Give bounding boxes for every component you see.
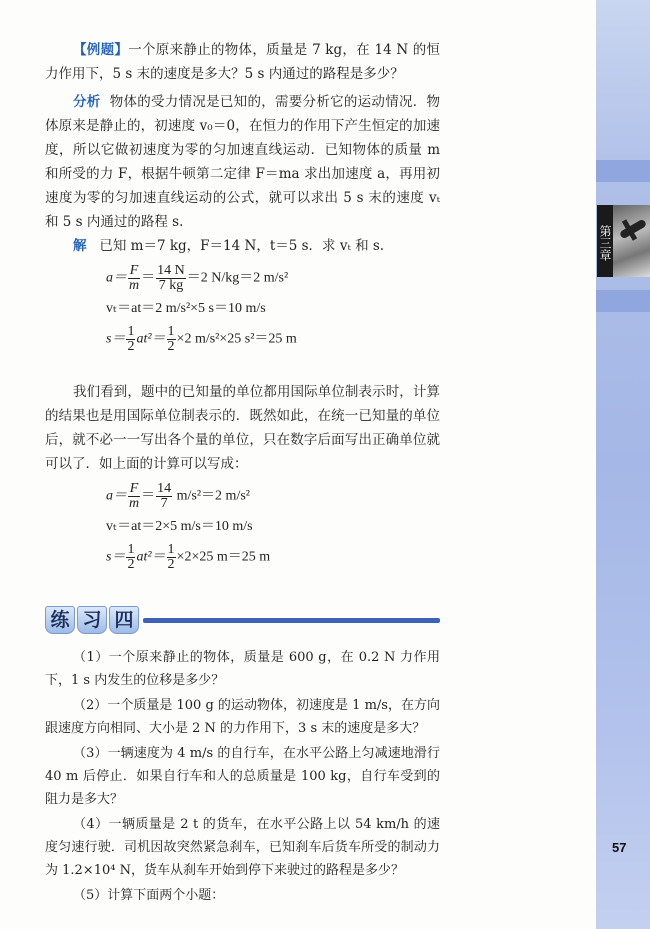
analysis-label: 分析 xyxy=(73,94,101,110)
exercise-title xyxy=(45,606,141,634)
page-number: 57 xyxy=(612,840,627,855)
exercise-item: （3）一辆速度为 4 m/s 的自行车，在水平公路上匀减速地滑行 40 m 后停止．如果自行车和人的总质量是 100 kg，自行车受到的阻力是多大？ xyxy=(45,746,440,807)
exercise-title-char: 练 xyxy=(45,606,75,634)
equation-velocity: vₜ＝at＝2 m/s²×5 s＝10 m/s xyxy=(106,301,266,316)
exercise-title-char: 四 xyxy=(109,606,139,634)
exercise-title-char: 习 xyxy=(77,606,107,634)
example-label: 【例题】 xyxy=(73,42,129,58)
page-edge-strip xyxy=(596,0,650,929)
exercise-title-rule xyxy=(143,618,440,623)
edge-band xyxy=(596,290,650,312)
solution-given: 已知 m＝7 kg，F＝14 N，t＝5 s．求 vₜ 和 s. xyxy=(99,238,385,254)
analysis xyxy=(45,90,440,234)
exercise-item: （4）一辆质量是 2 t 的货车，在水平公路上以 54 km/h 的速度匀速行驶．司机因故突然紧急刹车，已知刹车后货车所受的制动力为 1.2×10⁴ N，货车从刹车开始到停下来驶过的路程是多少？ xyxy=(45,817,440,878)
units-note: 我们看到，题中的已知量的单位都用国际单位制表示时，计算的结果也是用国际单位制表示的．既然如此，在统一已知量的单位后，就不必一一写出各个量的单位，只在数字后面写出正确单位就可以了．如上面的计算可以写成： xyxy=(45,384,440,472)
example-question xyxy=(45,38,440,86)
chapter-label: 第三章 xyxy=(597,205,613,277)
solution xyxy=(45,234,440,258)
note-equation-velocity: vₜ＝at＝2×5 m/s＝10 m/s xyxy=(106,519,253,534)
analysis-text: 物体的受力情况是已知的，需要分析它的运动情况．物体原来是静止的，初速度 v₀＝0，在恒力的作用下产生恒定的加速度，所以它做初速度为零的匀加速直线运动．已知物体的质量 m 和所受的力 F，根据牛顿第二定律 F＝ma 求出加速度 a，再用初速度为零的匀加速直线运动的公式，就可以求出 5 s 末的速度 vₜ 和 5 s 内通过的路程 s. xyxy=(45,94,441,230)
chapter-tab xyxy=(597,205,650,277)
exercise-item: （1）一个原来静止的物体，质量是 600 g，在 0.2 N 力作用下，1 s 内发生的位移是多少？ xyxy=(45,650,440,688)
edge-band xyxy=(596,160,650,182)
text-column xyxy=(45,0,440,929)
exercise-item: （2）一个质量是 100 g 的运动物体，初速度是 1 m/s，在方向跟速度方向相同、大小是 2 N 的力作用下，3 s 末的速度是多大？ xyxy=(45,698,440,736)
equation-distance: s＝ $\frac{1}{2}$ at²＝ $\frac{1}{2}$ ×2 m/s²×25 s²＝25 m xyxy=(106,324,297,354)
exercise-item: （5）计算下面两个小题： xyxy=(73,888,225,903)
equation-acceleration: a＝ $\frac{F}{m}$ ＝ $\frac{14 N}{7 kg}$ ＝2 N/kg＝2 m/s² xyxy=(106,263,289,293)
exercise-header xyxy=(45,606,440,634)
question-text: 一个原来静止的物体，质量是 7 kg，在 14 N 的恒力作用下，5 s 末的速度是多大？5 s 内通过的路程是多少？ xyxy=(45,42,441,82)
note-equation-distance: s＝ $\frac{1}{2}$ at²＝ $\frac{1}{2}$ ×2×25 m＝25 m xyxy=(106,542,271,572)
note-equation-acceleration: a＝ $\frac{F}{m}$ ＝ $\frac{14}{7}$ m/s²＝2 m/s² xyxy=(106,481,250,511)
solution-label: 解 xyxy=(73,238,87,254)
